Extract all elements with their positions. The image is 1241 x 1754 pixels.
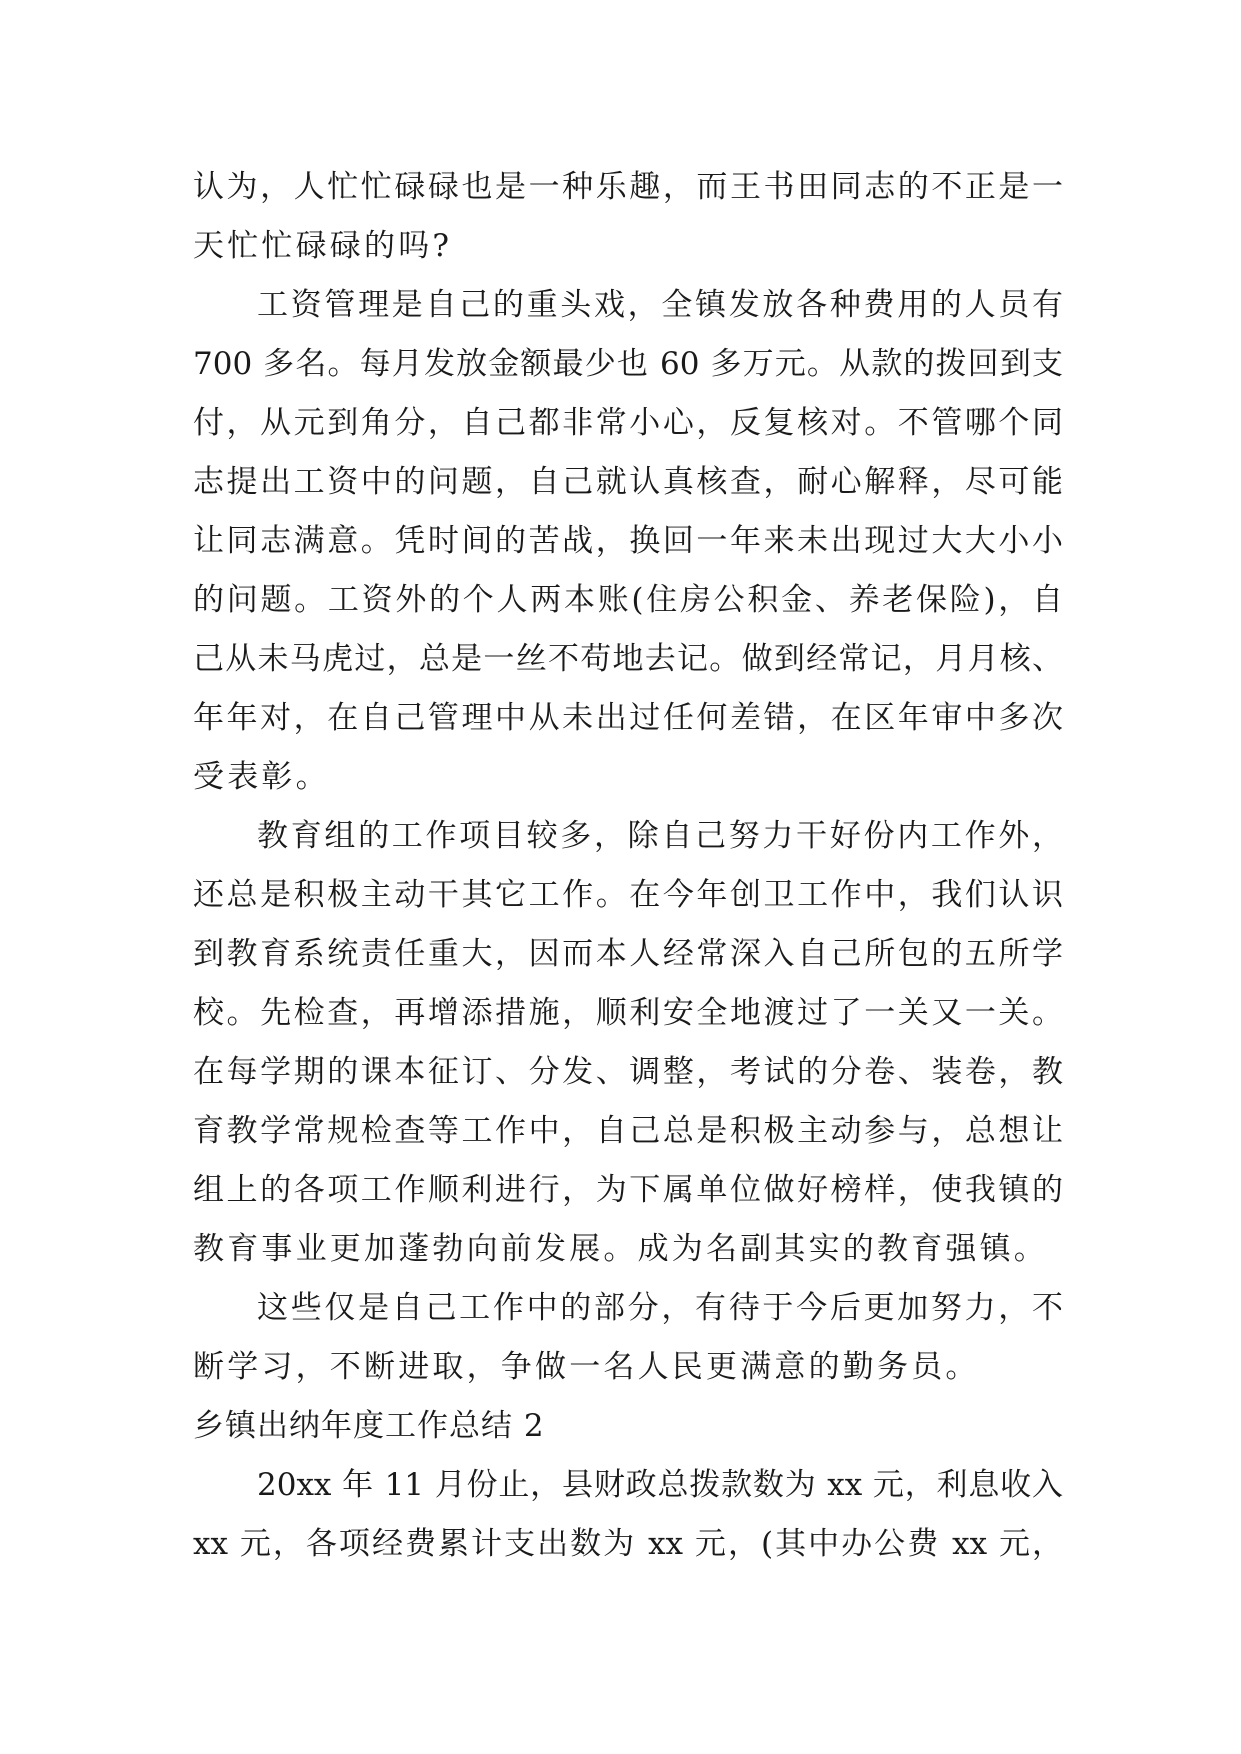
paragraph-start-line: 教育组的工作项目较多，除自己努力干好份内工作外，	[257, 818, 1063, 854]
text-line: xx 元，各项经费累计支出数为 xx 元，(其中办公费 xx 元，	[193, 1526, 1063, 1562]
text-line: 700 多名。每月发放金额最少也 60 多万元。从款的拨回到支	[193, 346, 1063, 382]
text-line: 付，从元到角分，自己都非常小心，反复核对。不管哪个同	[193, 405, 1063, 441]
text-line: 己从未马虎过，总是一丝不苟地去记。做到经常记，月月核、	[193, 641, 1063, 677]
document-body	[193, 158, 1063, 1574]
text-line: 志提出工资中的问题，自己就认真核查，耐心解释，尽可能	[193, 464, 1063, 500]
text-line: 组上的各项工作顺利进行，为下属单位做好榜样，使我镇的	[193, 1172, 1063, 1208]
text-line: 育教学常规检查等工作中，自己总是积极主动参与，总想让	[193, 1113, 1063, 1149]
text-line: 还总是积极主动干其它工作。在今年创卫工作中，我们认识	[193, 877, 1063, 913]
text-line: 断学习，不断进取，争做一名人民更满意的勤务员。	[193, 1349, 980, 1385]
paragraph-start-line: 20xx 年 11 月份止，县财政总拨款数为 xx 元，利息收入	[257, 1467, 1063, 1503]
text-line: 教育事业更加蓬勃向前发展。成为名副其实的教育强镇。	[193, 1231, 1048, 1267]
text-line: 天忙忙碌碌的吗?	[193, 228, 453, 264]
section-heading: 乡镇出纳年度工作总结 2	[193, 1408, 545, 1444]
text-line: 到教育系统责任重大，因而本人经常深入自己所包的五所学	[193, 936, 1063, 972]
paragraph-start-line: 工资管理是自己的重头戏，全镇发放各种费用的人员有	[257, 287, 1063, 323]
text-line: 的问题。工资外的个人两本账(住房公积金、养老保险)，自	[193, 582, 1063, 618]
text-line: 认为，人忙忙碌碌也是一种乐趣，而王书田同志的不正是一	[193, 169, 1063, 205]
text-line: 在每学期的课本征订、分发、调整，考试的分卷、装卷，教	[193, 1054, 1063, 1090]
paragraph-start-line: 这些仅是自己工作中的部分，有待于今后更加努力，不	[257, 1290, 1063, 1326]
text-line: 校。先检查，再增添措施，顺利安全地渡过了一关又一关。	[193, 995, 1063, 1031]
text-line: 年年对，在自己管理中从未出过任何差错，在区年审中多次	[193, 700, 1063, 736]
text-line: 让同志满意。凭时间的苦战，换回一年来未出现过大大小小	[193, 523, 1063, 559]
text-line: 受表彰。	[193, 759, 330, 795]
